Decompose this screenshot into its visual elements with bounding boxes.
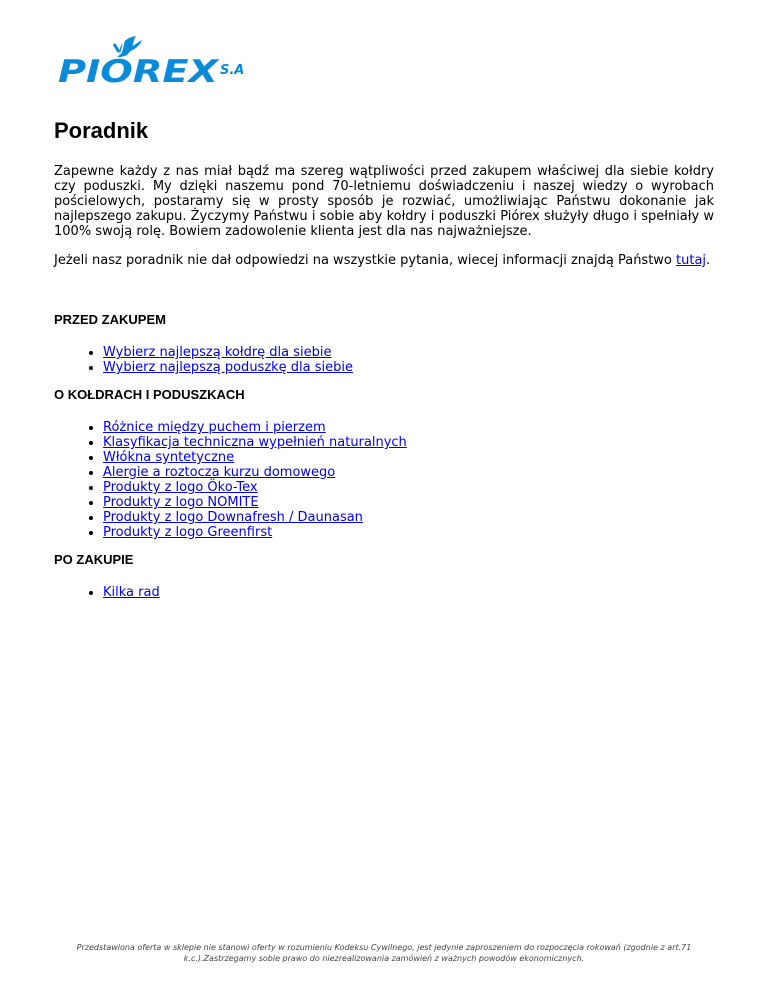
piorex-logo[interactable] [58,34,254,88]
main-content [54,118,714,600]
about-products-list [54,420,714,540]
list-item [103,360,714,375]
guide-link-choose-pillow[interactable]: Wybierz najlepszą poduszkę dla siebie [103,360,354,375]
list-item [103,585,714,600]
guide-link-synthetic-fibres[interactable]: Włókna syntetyczne [103,450,235,465]
logo-wordmark: PIÓREX [58,54,188,88]
guide-link-downafresh[interactable]: Produkty z logo Downafresh / Daunasan [103,510,363,525]
guide-link-greenfirst[interactable]: Produkty z logo Greenfirst [103,525,273,540]
guide-link-oeko-tex[interactable]: Produkty z logo Öko-Tex [103,480,258,495]
guide-link-classification[interactable]: Klasyfikacja techniczna wypełnień naturalnych [103,435,407,450]
list-item [103,420,714,435]
list-item [103,525,714,540]
section-heading-before-purchase: PRZED ZAKUPEM [54,312,166,327]
guide-link-tips[interactable]: Kilka rad [103,585,160,600]
list-item [103,510,714,525]
logo-suffix: S.A [220,63,245,78]
more-info-paragraph [54,253,714,268]
guide-link-down-vs-feather[interactable]: Różnice między puchem i pierzem [103,420,326,435]
piorex-logo-graphic [58,34,254,88]
list-item [103,480,714,495]
section-heading-about-products: O KOŁDRACH I PODUSZKACH [54,387,245,402]
list-item [103,495,714,510]
more-info-link[interactable]: tutaj [676,253,707,268]
section-heading-after-purchase: PO ZAKUPIE [54,552,134,567]
list-item [103,345,714,360]
more-info-text: Jeżeli nasz poradnik nie dał odpowiedzi na wszystkie pytania, wiecej informacji znajdą Państwo [54,253,677,268]
guide-link-nomite[interactable]: Produkty z logo NOMITE [103,495,259,510]
intro-paragraph: Zapewne każdy z nas miał bądź ma szereg wątpliwości przed zakupem właściwej dla siebie kołdry czy poduszki. My dzięki naszemu pond 70-letniemu doświadczeniu i naszej wiedzy o wyrobach pościelowych, postaramy się w prosty sposób je rozwiać, umożliwiając Państwu dokonanie jak najlepszego zakupu. Życzymy Państwu i sobie aby kołdry i poduszki Piórex służyły długo i spełniały w 100% swoją rolę. Bowiem zadowolenie klienta jest dla nas najważniejsze. [54,164,714,239]
legal-disclaimer [60,942,708,964]
disclaimer-line-2: k.c.).Zastrzegamy sobie prawo do niezrealizowania zamówień z ważnych powodów ekonomicznych. [183,954,585,963]
guide-link-allergies[interactable]: Alergie a roztocza kurzu domowego [103,465,336,480]
after-purchase-list [54,585,714,600]
list-item [103,465,714,480]
page-title: Poradnik [54,118,149,143]
more-info-end: . [706,253,711,268]
disclaimer-line-1: Przedstawiona oferta w sklepie nie stanowi oferty w rozumieniu Kodeksu Cywilnego, jest jedynie zaproszeniem do rozpoczęcia rokowań (zgodnie z art.71 [76,943,692,952]
guide-link-choose-duvet[interactable]: Wybierz najlepszą kołdrę dla siebie [103,345,332,360]
before-purchase-list [54,345,714,375]
list-item [103,450,714,465]
list-item [103,435,714,450]
